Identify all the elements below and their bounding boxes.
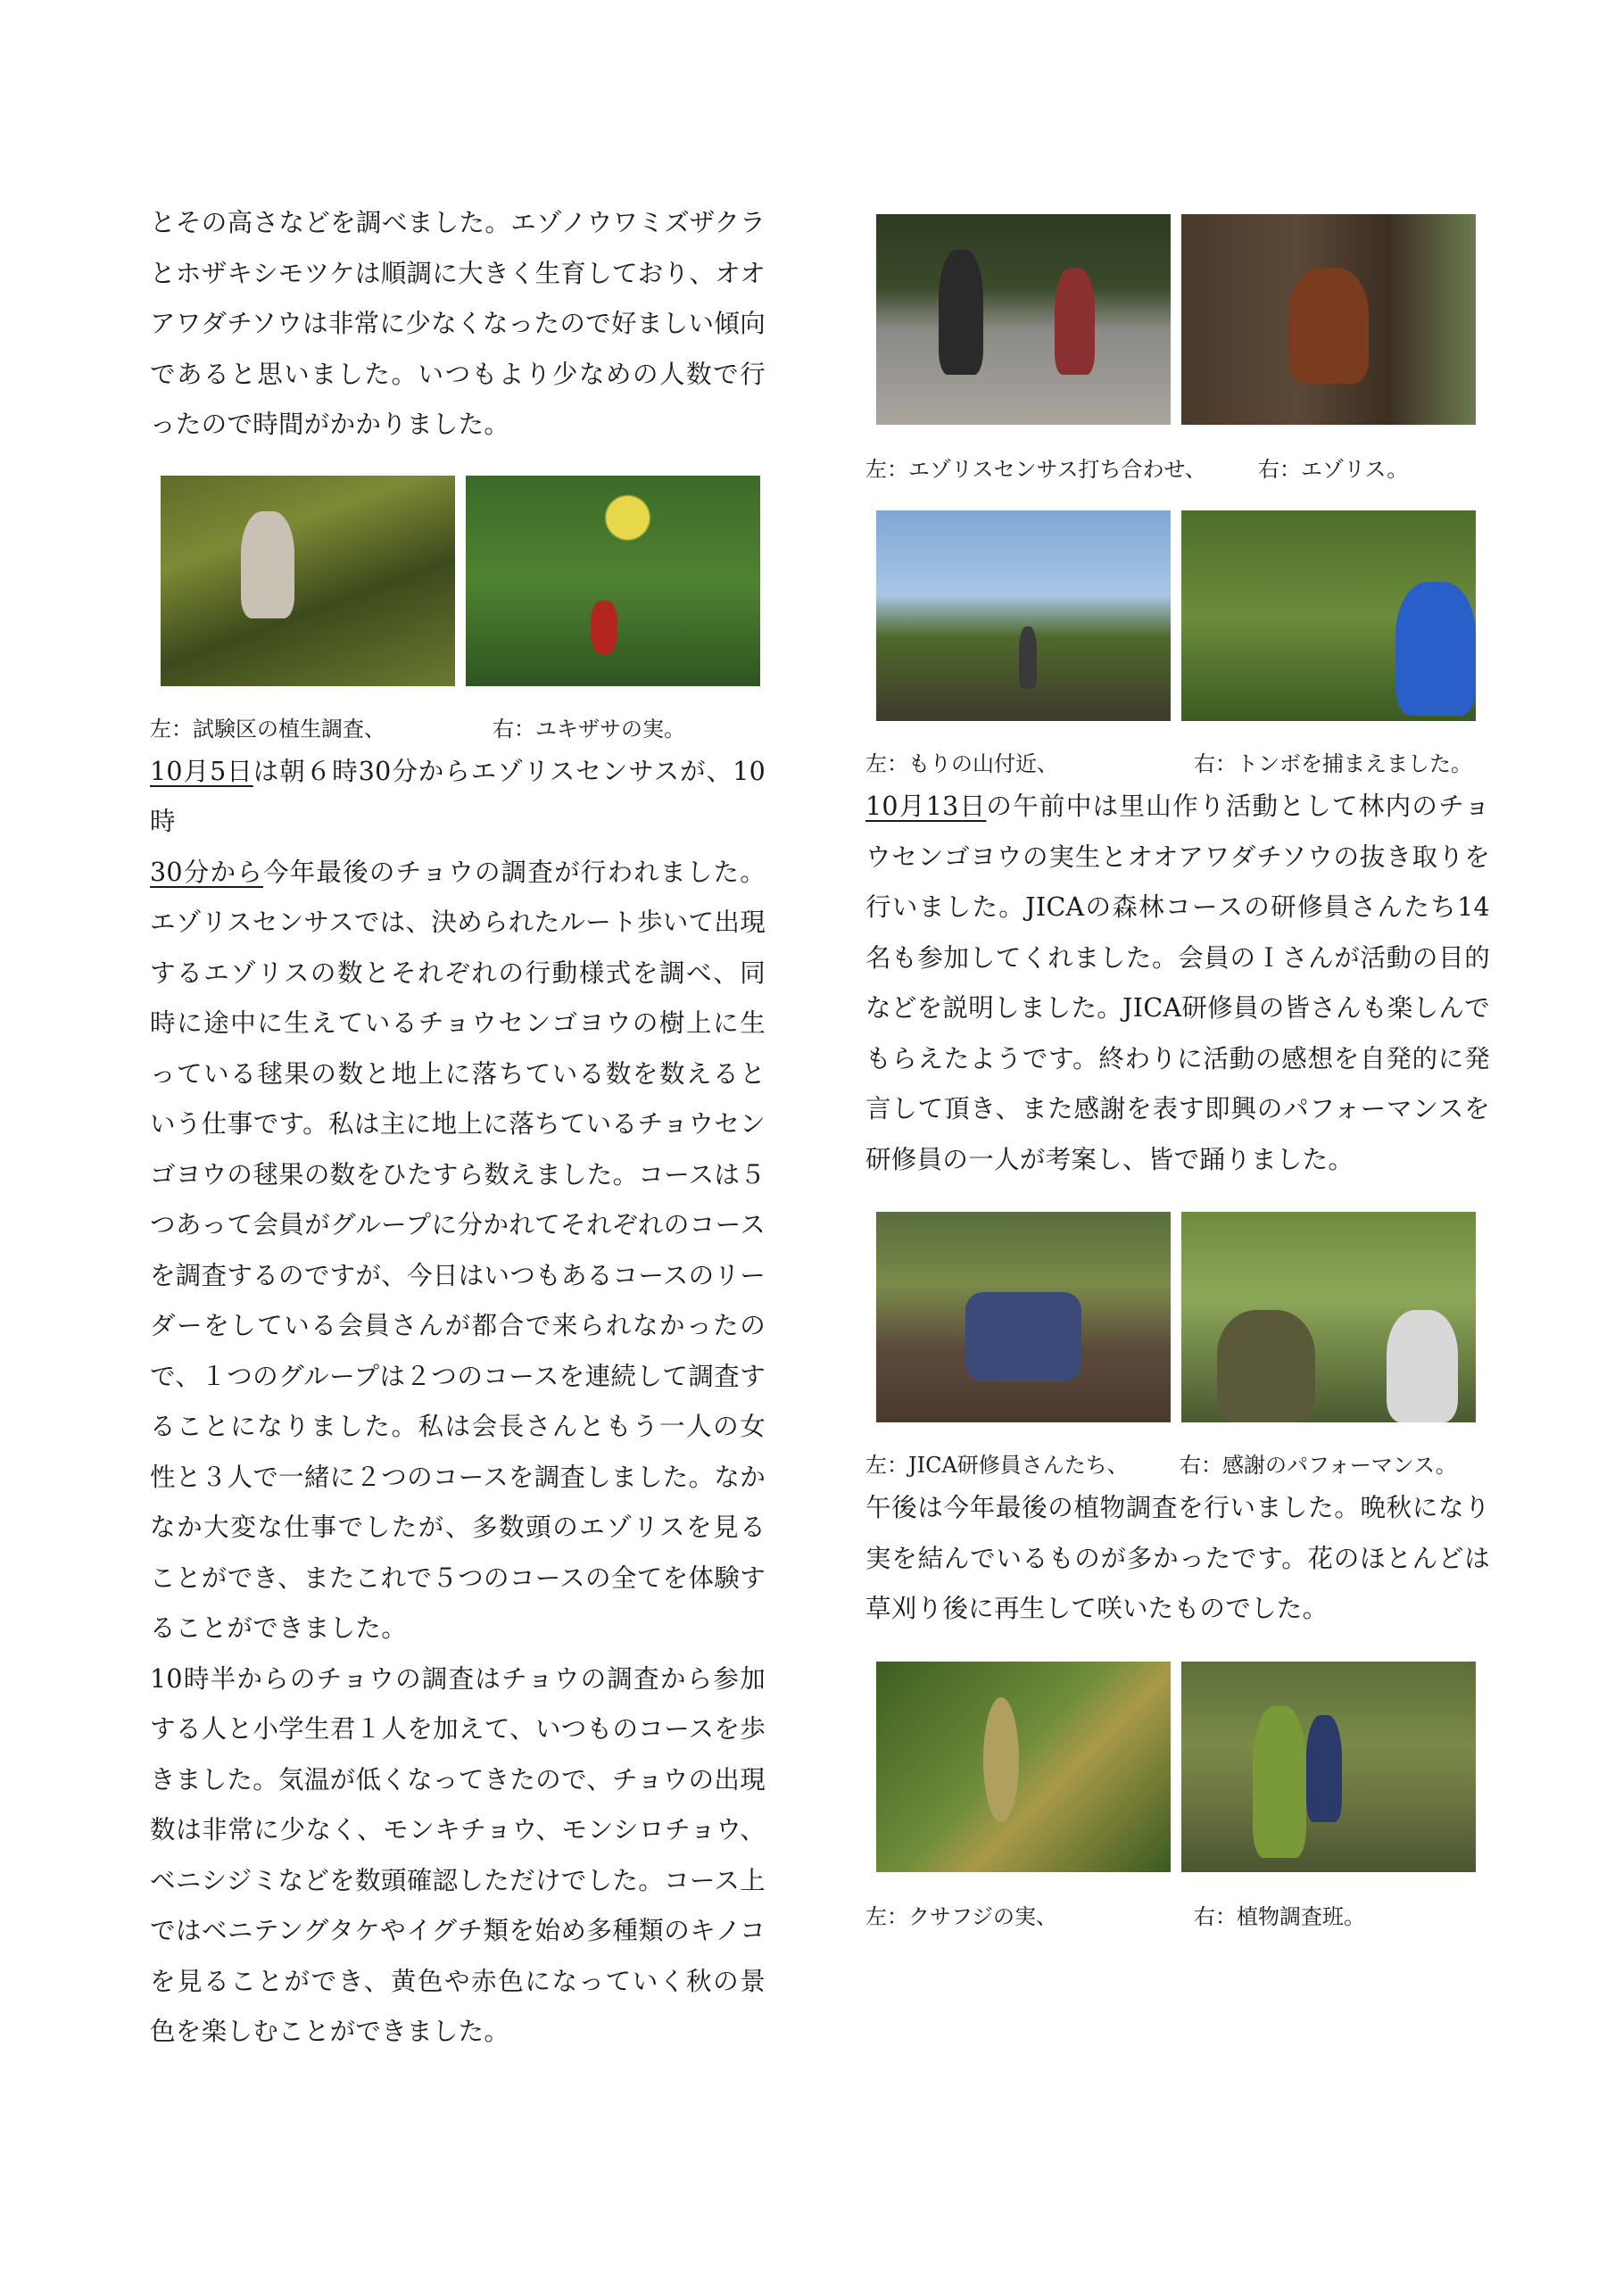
photo-test-plot-survey [161,476,455,686]
photo-row-1 [161,476,766,686]
right-column [865,214,1490,1935]
photo-caught-dragonfly [1181,510,1476,721]
photo-gratitude-performance [1181,1212,1476,1422]
photo-row-3 [876,510,1490,721]
caption-right: 右：エゾリス。 [1258,457,1409,482]
caption-row-3 [865,746,1490,782]
photo-row-2 [876,214,1490,425]
caption-row-2 [865,452,1490,487]
photo-plant-survey-team [1181,1662,1476,1872]
caption-right: 右：植物調査班。 [1194,1903,1365,1929]
photo-row-5 [876,1662,1490,1872]
photo-kusafuji-pods [876,1662,1171,1872]
photo-mori-no-yama [876,510,1171,721]
paragraph-butterfly-survey: 10時半からのチョウの調査はチョウの調査から参加する人と小学生君１人を加えて、いつものコースを歩きました。気温が低くなってきたので、チョウの出現数は非常に少なく、モンキチョウ、モンシロチョウ、ベニシジミなどを数頭確認しただけでした。コース上ではベニテングタケやイグチ類を始め多種類のキノコを見ることができ、黄色や赤色になっていく秋の景色を楽しむことができました。 [150,1663,766,2046]
caption-row-5 [865,1899,1490,1935]
squirrel-census-intro: は朝６時30分からエゾリスセンサスが、10時 [150,756,766,836]
caption-row-1 [150,711,766,747]
caption-left: 左：クサフジの実、 [865,1903,1058,1929]
time-30min: 30分から [150,857,263,887]
date-oct-5: 10月5日 [150,756,253,786]
date-oct-13: 10月13日 [865,792,987,821]
paragraph-plant-survey: 午後は今年最後の植物調査を行いました。晩秋になり実を結んでいるものが多かったです。花のほとんどは草刈り後に再生して咲いたものでした。 [865,1493,1490,1623]
left-column [150,198,766,2058]
paragraph-vegetation-survey: とその高さなどを調べました。エゾノウワミズザクラとホザキシモツケは順調に大きく生育しており、オオアワダチソウは非常に少なくなったので好ましい傾向であると思いました。いつもより少なめの人数で行ったので時間がかかりました。 [150,208,766,439]
photo-squirrel-census-meeting [876,214,1171,425]
photo-row-4 [876,1212,1490,1422]
caption-right: 右：ユキザサの実。 [493,716,685,742]
caption-left: 左：JICA研修員さんたち、 [865,1453,1129,1478]
squirrel-census-body: 今年最後のチョウの調査が行われました。エゾリスセンサスでは、決められたルート歩いて出現するエゾリスの数とそれぞれの行動様式を調べ、同時に途中に生えているチョウセンゴヨウの樹上に生っている毬果の数と地上に落ちている数を数えるという仕事です。私は主に地上に落ちているチョウセンゴヨウの毬果の数をひたすら数えました。コースは５つあって会員がグループに分かれてそれぞれのコースを調査するのですが、今日はいつもあるコースのリーダーをしている会員さんが都合で来られなかったので、１つのグループは２つのコースを連続して調査することになりました。私は会長さんともう一人の女性と３人で一緒に２つのコースを調査しました。なかなか大変な仕事でしたが、多数頭のエゾリスを見ることができ、またこれで５つのコースの全てを体験することができました。 [150,857,766,1643]
photo-jica-trainees [876,1212,1171,1422]
caption-left: 左：エゾリスセンサス打ち合わせ、 [865,457,1206,482]
photo-yukizasa-berries [466,476,760,686]
caption-row-4 [865,1447,1490,1483]
caption-right: 右：トンボを捕まえました。 [1194,751,1472,776]
photo-ezo-squirrel [1181,214,1476,425]
paragraph-squirrel-census [150,747,766,1654]
caption-right: 右：感謝のパフォーマンス。 [1180,1453,1457,1478]
caption-left: 左：試験区の植生調査、 [150,716,385,742]
paragraph-satoyama-activity [865,782,1490,1185]
satoyama-activity-body: の午前中は里山作り活動として林内のチョウセンゴヨウの実生とオオアワダチソウの抜き取りを行いました。JICAの森林コースの研修員さんたち14名も参加してくれました。会員のＩさんが活動の目的などを説明しました。JICA研修員の皆さんも楽しんでもらえたようです。終わりに活動の感想を自発的に発言して頂き、また感謝を表す即興のパフォーマンスを研修員の一人が考案し、皆で踊りました。 [865,792,1490,1174]
caption-left: 左：もりの山付近、 [865,751,1058,776]
